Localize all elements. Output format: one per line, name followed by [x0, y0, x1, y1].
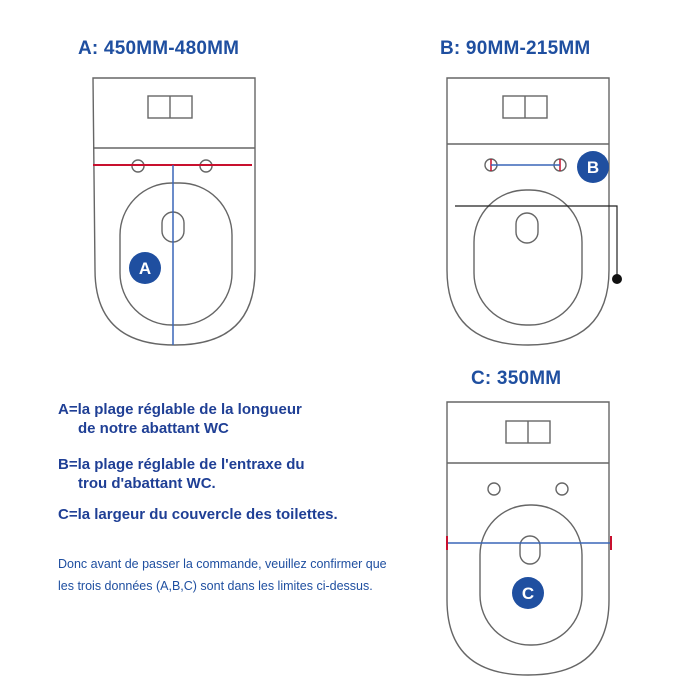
legend-b-line1: B=la plage réglable de l'entraxe du: [58, 456, 305, 473]
badge-c-label: C: [521, 584, 535, 603]
legend-a-line1: A=la plage réglable de la longueur: [58, 401, 302, 418]
badge-a-label: A: [138, 259, 152, 278]
diagram-c-title: C: 350MM: [471, 368, 562, 389]
legend-c-line1: C=la largeur du couvercle des toilettes.: [58, 506, 338, 523]
toilet-diagram-c: [447, 402, 609, 675]
legend-b-line2: trou d'abattant WC.: [78, 475, 216, 492]
hinge-hole-left-c: [488, 483, 500, 495]
legend-b: [58, 455, 305, 493]
bowl-hole-icon: [516, 213, 538, 243]
legend-c: [58, 505, 338, 524]
legend-a: [58, 400, 302, 438]
seat-outline-b: [474, 190, 582, 325]
toilet-diagram-b: [447, 78, 609, 345]
legend-a-line2: de notre abattant WC: [78, 420, 229, 437]
order-note: Donc avant de passer la commande, veuillez confirmer que les trois données (A,B,C) sont dans les limites ci-dessus.: [58, 557, 387, 593]
hinge-hole-right-c: [556, 483, 568, 495]
diagram-a-title: A: 450MM-480MM: [78, 38, 240, 59]
badge-b-label: B: [586, 158, 600, 177]
seat-outline-a: [120, 183, 232, 325]
toilet-diagram-a: [93, 78, 255, 345]
diagram-b-title: B: 90MM-215MM: [440, 38, 591, 59]
bowl-hole-icon: [520, 536, 540, 564]
seat-outline-c: [480, 505, 582, 645]
pointer-dot-b: [612, 274, 622, 284]
